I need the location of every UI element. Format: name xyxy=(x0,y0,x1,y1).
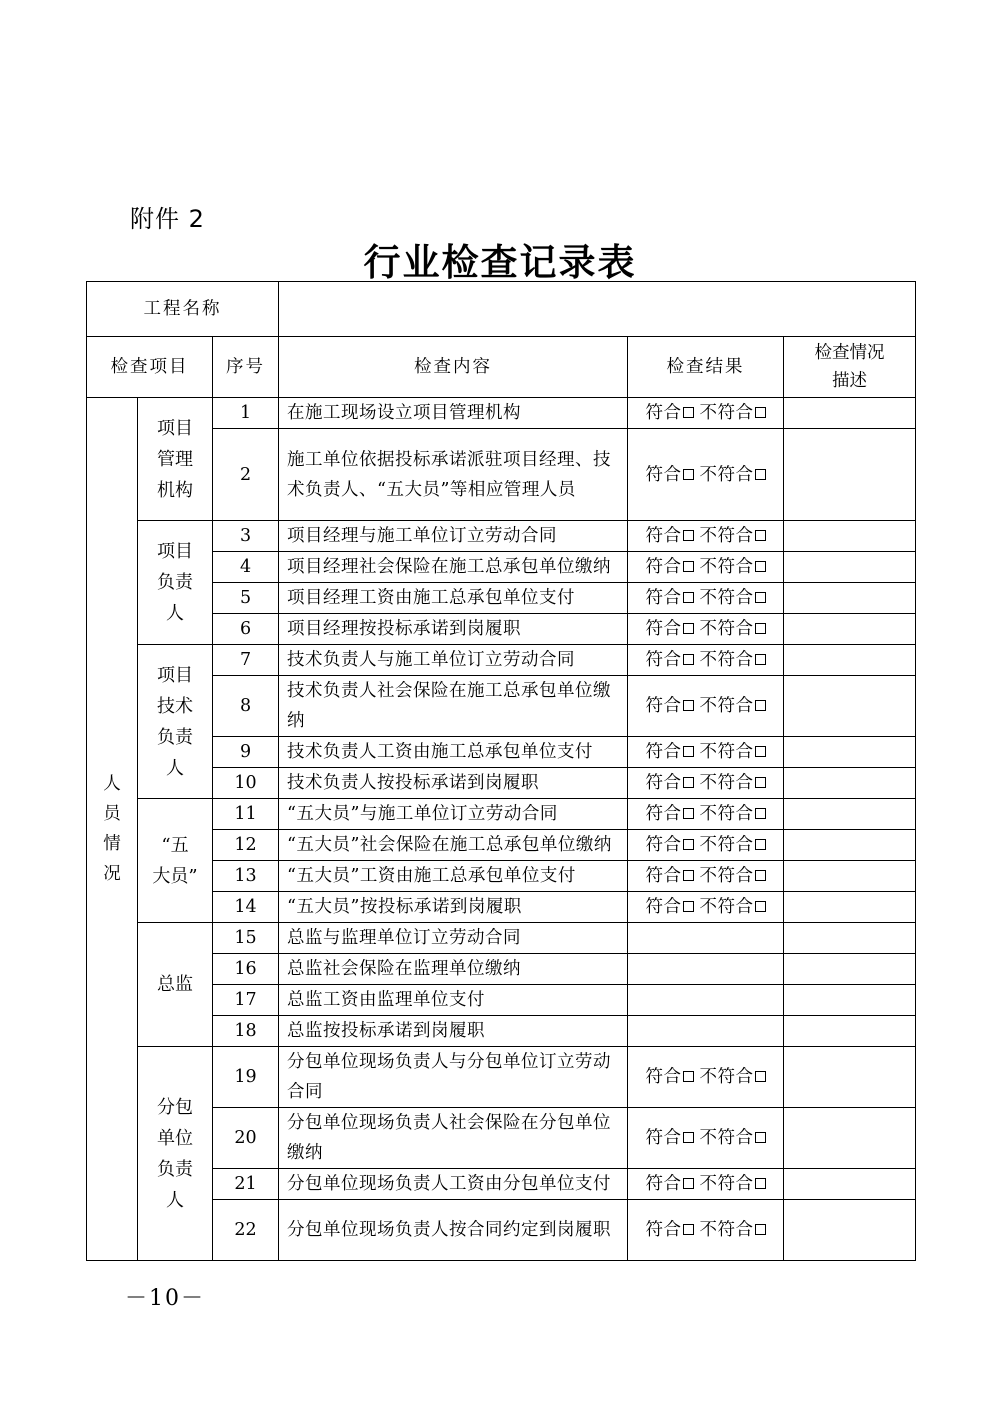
result-fail-label: 不符合 xyxy=(699,557,754,577)
row-result xyxy=(628,645,784,676)
pass-checkbox[interactable] xyxy=(683,1132,694,1143)
pass-checkbox[interactable] xyxy=(683,777,694,788)
result-fail-label: 不符合 xyxy=(699,526,754,546)
row-description-field[interactable] xyxy=(784,768,916,799)
row-content: “五大员”与施工单位订立劳动合同 xyxy=(279,799,628,830)
row-description-field[interactable] xyxy=(784,583,916,614)
row-description-field[interactable] xyxy=(784,985,916,1016)
fail-checkbox[interactable] xyxy=(755,1071,766,1082)
category-subcontractor-leader-line: 人 xyxy=(166,1189,184,1211)
result-pass-label: 符合 xyxy=(645,557,682,577)
row-description-field[interactable] xyxy=(784,521,916,552)
fail-checkbox[interactable] xyxy=(755,1224,766,1235)
result-pass-label: 符合 xyxy=(645,526,682,546)
fail-checkbox[interactable] xyxy=(755,901,766,912)
row-number: 22 xyxy=(213,1200,279,1261)
pass-checkbox[interactable] xyxy=(683,407,694,418)
row-number: 2 xyxy=(213,429,279,521)
row-number: 19 xyxy=(213,1047,279,1108)
row-number: 21 xyxy=(213,1169,279,1200)
row-description-field[interactable] xyxy=(784,398,916,429)
row-description-field[interactable] xyxy=(784,830,916,861)
category-personnel-char: 人 xyxy=(103,774,121,794)
category-project-leader xyxy=(138,521,213,645)
row-content: “五大员”按投标承诺到岗履职 xyxy=(279,892,628,923)
page-title: 行业检查记录表 xyxy=(363,241,637,284)
category-five-staff xyxy=(138,799,213,923)
header-desc-line2: 描述 xyxy=(832,371,868,391)
row-result xyxy=(628,985,784,1016)
page-number: －10－ xyxy=(125,1286,205,1311)
category-personnel xyxy=(87,398,138,1261)
category-five-staff-line: 大员” xyxy=(152,865,198,887)
row-content: 总监工资由监理单位支付 xyxy=(279,985,628,1016)
result-fail-label: 不符合 xyxy=(699,866,754,886)
row-content: 技术负责人按投标承诺到岗履职 xyxy=(279,768,628,799)
result-fail-label: 不符合 xyxy=(699,1067,754,1087)
header-row xyxy=(87,337,916,398)
pass-checkbox[interactable] xyxy=(683,808,694,819)
row-result xyxy=(628,1047,784,1108)
row-content: 技术负责人社会保险在施工总承包单位缴纳 xyxy=(279,676,628,737)
pass-checkbox[interactable] xyxy=(683,746,694,757)
result-fail-label: 不符合 xyxy=(699,773,754,793)
row-description-field[interactable] xyxy=(784,1169,916,1200)
pass-checkbox[interactable] xyxy=(683,700,694,711)
row-number: 7 xyxy=(213,645,279,676)
fail-checkbox[interactable] xyxy=(755,654,766,665)
row-description-field[interactable] xyxy=(784,429,916,521)
category-technical-leader-line: 负责 xyxy=(157,726,193,748)
header-result: 检查结果 xyxy=(628,337,784,398)
header-item: 检查项目 xyxy=(87,337,213,398)
result-fail-label: 不符合 xyxy=(699,696,754,716)
row-number: 11 xyxy=(213,799,279,830)
row-number: 1 xyxy=(213,398,279,429)
row-content: 项目经理工资由施工总承包单位支付 xyxy=(279,583,628,614)
fail-checkbox[interactable] xyxy=(755,839,766,850)
category-project-leader-line: 负责 xyxy=(157,572,193,593)
row-number: 17 xyxy=(213,985,279,1016)
category-project-management-line: 机构 xyxy=(157,479,193,501)
row-content: 技术负责人工资由施工总承包单位支付 xyxy=(279,737,628,768)
category-technical-leader xyxy=(138,645,213,799)
header-seq: 序号 xyxy=(213,337,279,398)
fail-checkbox[interactable] xyxy=(755,530,766,541)
row-result xyxy=(628,521,784,552)
row-number: 12 xyxy=(213,830,279,861)
row-description-field[interactable] xyxy=(784,954,916,985)
result-fail-label: 不符合 xyxy=(699,1128,754,1148)
row-result xyxy=(628,768,784,799)
row-result xyxy=(628,583,784,614)
row-content: 在施工现场设立项目管理机构 xyxy=(279,398,628,429)
fail-checkbox[interactable] xyxy=(755,700,766,711)
result-fail-label: 不符合 xyxy=(699,650,754,670)
result-pass-label: 符合 xyxy=(645,588,682,608)
row-content: 分包单位现场负责人社会保险在分包单位缴纳 xyxy=(279,1108,628,1169)
result-pass-label: 符合 xyxy=(645,866,682,886)
pass-checkbox[interactable] xyxy=(683,623,694,634)
result-fail-label: 不符合 xyxy=(699,619,754,639)
result-fail-label: 不符合 xyxy=(699,804,754,824)
row-content: 技术负责人与施工单位订立劳动合同 xyxy=(279,645,628,676)
row-description-field[interactable] xyxy=(784,1047,916,1108)
category-project-management xyxy=(138,398,213,521)
row-result xyxy=(628,398,784,429)
fail-checkbox[interactable] xyxy=(755,592,766,603)
row-result xyxy=(628,892,784,923)
category-project-management-line: 项目 xyxy=(157,417,193,439)
row-content: 分包单位现场负责人与分包单位订立劳动合同 xyxy=(279,1047,628,1108)
row-content: 项目经理与施工单位订立劳动合同 xyxy=(279,521,628,552)
row-number: 20 xyxy=(213,1108,279,1169)
category-project-leader-line: 项目 xyxy=(157,541,193,562)
row-description-field[interactable] xyxy=(784,892,916,923)
row-number: 10 xyxy=(213,768,279,799)
pass-checkbox[interactable] xyxy=(683,530,694,541)
table-row xyxy=(87,521,916,552)
row-content: 分包单位现场负责人按合同约定到岗履职 xyxy=(279,1200,628,1261)
category-project-leader-line: 人 xyxy=(166,603,184,624)
fail-checkbox[interactable] xyxy=(755,870,766,881)
result-pass-label: 符合 xyxy=(645,1128,682,1148)
pass-checkbox[interactable] xyxy=(683,839,694,850)
fail-checkbox[interactable] xyxy=(755,1132,766,1143)
result-pass-label: 符合 xyxy=(645,403,682,423)
row-content: 总监社会保险在监理单位缴纳 xyxy=(279,954,628,985)
fail-checkbox[interactable] xyxy=(755,623,766,634)
pass-checkbox[interactable] xyxy=(683,1224,694,1235)
table-row xyxy=(87,1047,916,1108)
project-name-label: 工程名称 xyxy=(87,282,279,337)
result-pass-label: 符合 xyxy=(645,696,682,716)
category-personnel-char: 情 xyxy=(103,834,121,854)
result-fail-label: 不符合 xyxy=(699,742,754,762)
row-description-field[interactable] xyxy=(784,614,916,645)
row-content: 总监与监理单位订立劳动合同 xyxy=(279,923,628,954)
header-description xyxy=(784,337,916,398)
row-number: 9 xyxy=(213,737,279,768)
header-content: 检查内容 xyxy=(279,337,628,398)
row-content: 施工单位依据投标承诺派驻项目经理、技术负责人、“五大员”等相应管理人员 xyxy=(279,429,628,521)
pass-checkbox[interactable] xyxy=(683,901,694,912)
row-description-field[interactable] xyxy=(784,645,916,676)
row-number: 18 xyxy=(213,1016,279,1047)
row-description-field[interactable] xyxy=(784,1200,916,1261)
fail-checkbox[interactable] xyxy=(755,777,766,788)
pass-checkbox[interactable] xyxy=(683,592,694,603)
row-description-field[interactable] xyxy=(784,1016,916,1047)
result-fail-label: 不符合 xyxy=(699,835,754,855)
result-pass-label: 符合 xyxy=(645,835,682,855)
row-result xyxy=(628,799,784,830)
result-fail-label: 不符合 xyxy=(699,464,754,485)
row-description-field[interactable] xyxy=(784,552,916,583)
pass-checkbox[interactable] xyxy=(683,561,694,572)
row-content: 分包单位现场负责人工资由分包单位支付 xyxy=(279,1169,628,1200)
result-fail-label: 不符合 xyxy=(699,897,754,917)
inspection-table xyxy=(86,281,916,1261)
row-description-field[interactable] xyxy=(784,1108,916,1169)
result-pass-label: 符合 xyxy=(645,619,682,639)
fail-checkbox[interactable] xyxy=(755,746,766,757)
row-result xyxy=(628,614,784,645)
project-name-row xyxy=(87,282,916,337)
category-subcontractor-leader xyxy=(138,1047,213,1261)
row-result xyxy=(628,1108,784,1169)
category-subcontractor-leader-line: 负责 xyxy=(157,1158,193,1180)
fail-checkbox[interactable] xyxy=(755,808,766,819)
category-subcontractor-leader-line: 单位 xyxy=(157,1127,193,1149)
row-result xyxy=(628,830,784,861)
table-row xyxy=(87,799,916,830)
header-desc-line1: 检查情况 xyxy=(814,343,885,363)
pass-checkbox[interactable] xyxy=(683,870,694,881)
row-content: “五大员”社会保险在施工总承包单位缴纳 xyxy=(279,830,628,861)
category-subcontractor-leader-line: 分包 xyxy=(157,1096,193,1118)
result-fail-label: 不符合 xyxy=(699,588,754,608)
pass-checkbox[interactable] xyxy=(683,654,694,665)
row-number: 15 xyxy=(213,923,279,954)
row-number: 8 xyxy=(213,676,279,737)
row-number: 3 xyxy=(213,521,279,552)
row-content: 项目经理按投标承诺到岗履职 xyxy=(279,614,628,645)
row-content: “五大员”工资由施工总承包单位支付 xyxy=(279,861,628,892)
row-content: 总监按投标承诺到岗履职 xyxy=(279,1016,628,1047)
row-result xyxy=(628,429,784,521)
result-pass-label: 符合 xyxy=(645,742,682,762)
row-result xyxy=(628,954,784,985)
result-pass-label: 符合 xyxy=(645,897,682,917)
result-pass-label: 符合 xyxy=(645,804,682,824)
result-fail-label: 不符合 xyxy=(699,1220,754,1240)
fail-checkbox[interactable] xyxy=(755,469,766,480)
row-description-field[interactable] xyxy=(784,923,916,954)
row-result xyxy=(628,1169,784,1200)
fail-checkbox[interactable] xyxy=(755,561,766,572)
category-five-staff-line: “五 xyxy=(161,834,189,856)
row-number: 16 xyxy=(213,954,279,985)
fail-checkbox[interactable] xyxy=(755,407,766,418)
row-content: 项目经理社会保险在施工总承包单位缴纳 xyxy=(279,552,628,583)
row-number: 6 xyxy=(213,614,279,645)
row-number: 13 xyxy=(213,861,279,892)
row-number: 5 xyxy=(213,583,279,614)
result-pass-label: 符合 xyxy=(645,464,682,485)
pass-checkbox[interactable] xyxy=(683,469,694,480)
category-technical-leader-line: 项目 xyxy=(157,664,193,686)
category-chief-supervisor-line: 总监 xyxy=(157,974,193,995)
attachment-label: 附件 2 xyxy=(130,205,205,233)
row-result xyxy=(628,923,784,954)
result-fail-label: 不符合 xyxy=(699,403,754,423)
result-pass-label: 符合 xyxy=(645,1067,682,1087)
row-result xyxy=(628,861,784,892)
table-row xyxy=(87,923,916,954)
row-description-field[interactable] xyxy=(784,861,916,892)
category-chief-supervisor xyxy=(138,923,213,1047)
category-project-management-line: 管理 xyxy=(157,448,193,470)
row-number: 4 xyxy=(213,552,279,583)
row-result xyxy=(628,552,784,583)
result-fail-label: 不符合 xyxy=(699,1174,754,1194)
row-result xyxy=(628,676,784,737)
category-personnel-char: 员 xyxy=(103,804,121,824)
row-description-field[interactable] xyxy=(784,799,916,830)
result-pass-label: 符合 xyxy=(645,773,682,793)
fail-checkbox[interactable] xyxy=(755,1178,766,1189)
pass-checkbox[interactable] xyxy=(683,1071,694,1082)
project-name-field[interactable] xyxy=(279,282,916,337)
row-description-field[interactable] xyxy=(784,676,916,737)
category-technical-leader-line: 人 xyxy=(166,757,184,779)
table-row xyxy=(87,645,916,676)
row-description-field[interactable] xyxy=(784,737,916,768)
result-pass-label: 符合 xyxy=(645,650,682,670)
category-personnel-char: 况 xyxy=(103,864,121,884)
row-result xyxy=(628,1016,784,1047)
result-pass-label: 符合 xyxy=(645,1174,682,1194)
pass-checkbox[interactable] xyxy=(683,1178,694,1189)
row-result xyxy=(628,1200,784,1261)
row-number: 14 xyxy=(213,892,279,923)
table-row xyxy=(87,398,916,429)
row-result xyxy=(628,737,784,768)
category-technical-leader-line: 技术 xyxy=(157,695,193,717)
result-pass-label: 符合 xyxy=(645,1220,682,1240)
